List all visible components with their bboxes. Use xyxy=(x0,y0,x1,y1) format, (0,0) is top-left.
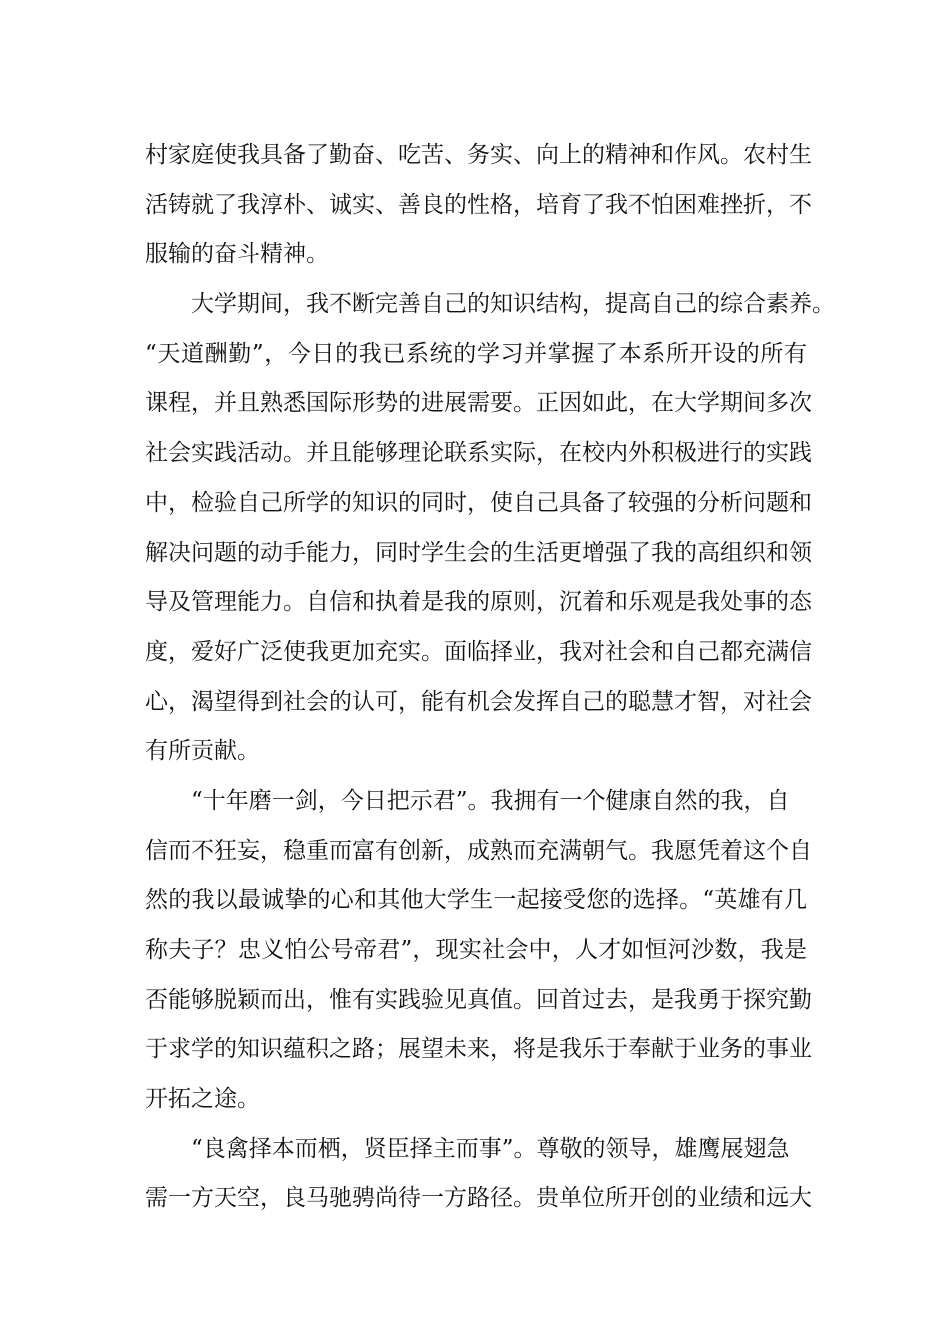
paragraph-1-line-1: 村家庭使我具备了勤奋、吃苦、务实、向上的精神和作风。农村生 xyxy=(145,142,812,168)
paragraph-2-line-7: 导及管理能力。自信和执着是我的原则，沉着和乐观是我处事的态 xyxy=(145,589,812,616)
paragraph-4-line-1: “良禽择本而栖，贤臣择主而事”。尊敬的领导，雄鹰展翅急 xyxy=(191,1135,790,1162)
paragraph-3-line-5: 否能够脱颖而出，惟有实践验见真值。回首过去，是我勇于探究勤 xyxy=(145,986,812,1013)
paragraph-3-line-6: 于求学的知识蕴积之路；展望未来，将是我乐于奉献于业务的事业 xyxy=(145,1036,812,1063)
paragraph-2-line-5: 中，检验自己所学的知识的同时，使自己具备了较强的分析问题和 xyxy=(145,489,812,516)
paragraph-2-line-6: 解决问题的动手能力，同时学生会的生活更增强了我的高组织和领 xyxy=(145,539,812,566)
paragraph-3-line-2: 信而不狂妄，稳重而富有创新，成熟而充满朝气。我愿凭着这个自 xyxy=(145,837,812,864)
paragraph-3-line-3: 然的我以最诚挚的心和其他大学生一起接受您的选择。“英雄有几 xyxy=(145,887,807,914)
paragraph-2-line-4: 社会实践活动。并且能够理论联系实际，在校内外积极进行的实践 xyxy=(145,440,812,467)
body-text xyxy=(145,131,835,1224)
paragraph-2-line-2: “天道酬勤”，今日的我已系统的学习并掌握了本系所开设的所有 xyxy=(145,340,807,367)
paragraph-2-line-1: 大学期间，我不断完善自己的知识结构，提高自己的综合素养。 xyxy=(191,291,835,318)
paragraph-2-line-10: 有所贡献。 xyxy=(145,738,260,765)
paragraph-2-line-3: 课程，并且熟悉国际形势的进展需要。正因如此，在大学期间多次 xyxy=(145,390,812,417)
paragraph-2-line-8: 度，爱好广泛使我更加充实。面临择业，我对社会和自己都充满信 xyxy=(145,638,812,665)
paragraph-4-line-2: 需一方天空，良马驰骋尚待一方路径。贵单位所开创的业绩和远大 xyxy=(145,1185,812,1212)
paragraph-3-line-1: “十年磨一剑，今日把示君”。我拥有一个健康自然的我，自 xyxy=(191,787,790,814)
paragraph-3-line-4: 称夫子？忠义怕公号帝君”，现实社会中，人才如恒河沙数，我是 xyxy=(145,937,807,963)
paragraph-3-line-7: 开拓之途。 xyxy=(145,1086,260,1113)
paragraph-1-line-2: 活铸就了我淳朴、诚实、善良的性格，培育了我不怕困难挫折，不 xyxy=(145,191,812,218)
paragraph-2-line-9: 心，渴望得到社会的认可，能有机会发挥自己的聪慧才智，对社会 xyxy=(145,688,812,715)
paragraph-1-line-3: 服输的奋斗精神。 xyxy=(145,241,329,268)
